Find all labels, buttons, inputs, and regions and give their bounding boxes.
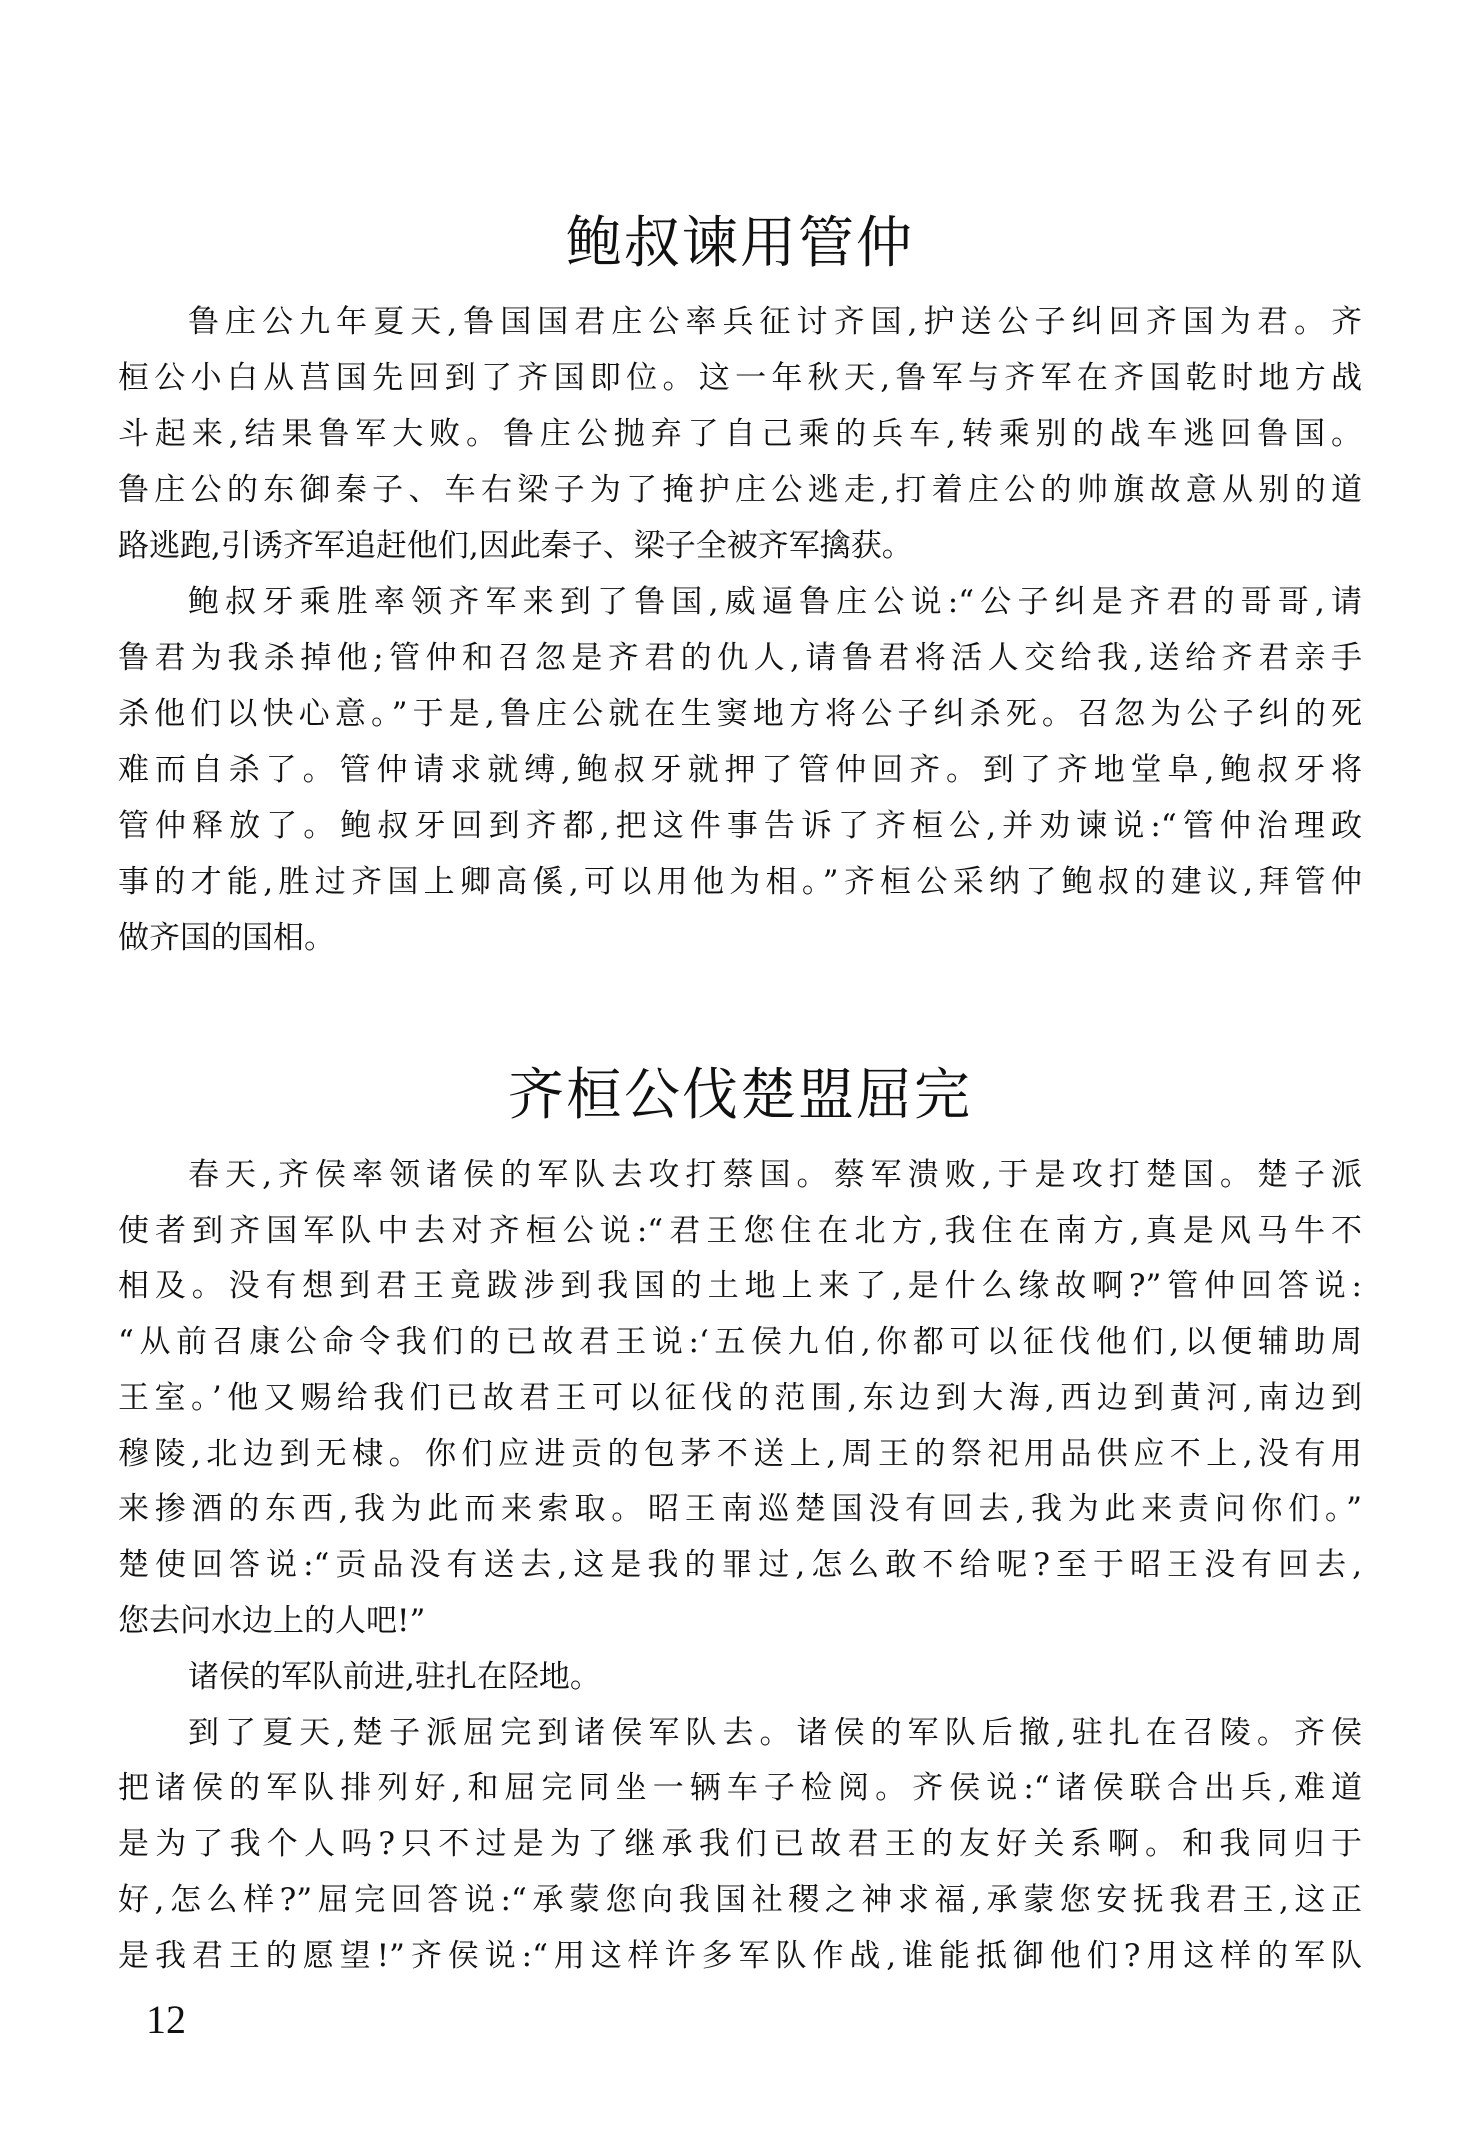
section-2-title: 齐桓公伐楚盟屈完 xyxy=(508,1062,972,1128)
text-line: 路逃跑,引诱齐军追赶他们,因此秦子、梁子全被齐军擒获。 xyxy=(118,528,913,564)
text-line: 难而自杀了。管仲请求就缚,鲍叔牙就押了管仲回齐。到了齐地堂阜,鲍叔牙将 xyxy=(118,752,1362,788)
text-line: 是我君王的愿望!”齐侯说:“用这样许多军队作战,谁能抵御他们?用这样的军队 xyxy=(118,1938,1362,1974)
text-line: 桓公小白从莒国先回到了齐国即位。这一年秋天,鲁军与齐军在齐国乾时地方战 xyxy=(118,360,1362,396)
section-1-title: 鲍叔谏用管仲 xyxy=(566,210,914,276)
text-line: “从前召康公命令我们的已故君王说:‘五侯九伯,你都可以征伐他们,以便辅助周 xyxy=(118,1324,1362,1360)
text-line: 斗起来,结果鲁军大败。鲁庄公抛弃了自己乘的兵车,转乘别的战车逃回鲁国。 xyxy=(118,416,1362,452)
text-line: 穆陵,北边到无棣。你们应进贡的包茅不送上,周王的祭祀用品供应不上,没有用 xyxy=(118,1436,1362,1472)
text-line: 鲁庄公的东御秦子、车右梁子为了掩护庄公逃走,打着庄公的帅旗故意从别的道 xyxy=(118,472,1362,508)
text-line: 事的才能,胜过齐国上卿高傒,可以用他为相。”齐桓公采纳了鲍叔的建议,拜管仲 xyxy=(118,864,1362,900)
text-line: 春天,齐侯率领诸侯的军队去攻打蔡国。蔡军溃败,于是攻打楚国。楚子派 xyxy=(188,1157,1362,1193)
text-line: 来掺酒的东西,我为此而来索取。昭王南巡楚国没有回去,我为此来责问你们。” xyxy=(118,1491,1362,1527)
text-line: 使者到齐国军队中去对齐桓公说:“君王您住在北方,我住在南方,真是风马牛不 xyxy=(118,1213,1362,1249)
text-line: 杀他们以快心意。”于是,鲁庄公就在生窦地方将公子纠杀死。召忽为公子纠的死 xyxy=(118,696,1362,732)
page-number: 12 xyxy=(146,1997,186,2042)
text-line: 是为了我个人吗?只不过是为了继承我们已故君王的友好关系啊。和我同归于 xyxy=(118,1826,1362,1862)
text-line: 鲍叔牙乘胜率领齐军来到了鲁国,威逼鲁庄公说:“公子纠是齐君的哥哥,请 xyxy=(188,584,1362,620)
text-line: 诸侯的军队前进,驻扎在陉地。 xyxy=(188,1659,601,1695)
text-line: 管仲释放了。鲍叔牙回到齐都,把这件事告诉了齐桓公,并劝谏说:“管仲治理政 xyxy=(118,808,1362,844)
text-line: 好,怎么样?”屈完回答说:“承蒙您向我国社稷之神求福,承蒙您安抚我君王,这正 xyxy=(118,1882,1362,1918)
text-line: 您去问水边上的人吧!” xyxy=(118,1603,426,1639)
text-line: 王室。’他又赐给我们已故君王可以征伐的范围,东边到大海,西边到黄河,南边到 xyxy=(118,1380,1362,1416)
text-line: 做齐国的国相。 xyxy=(118,920,335,956)
text-line: 鲁君为我杀掉他;管仲和召忽是齐君的仇人,请鲁君将活人交给我,送给齐君亲手 xyxy=(118,640,1362,676)
text-line: 到了夏天,楚子派屈完到诸侯军队去。诸侯的军队后撤,驻扎在召陵。齐侯 xyxy=(188,1715,1362,1751)
text-line: 相及。没有想到君王竟跋涉到我国的土地上来了,是什么缘故啊?”管仲回答说: xyxy=(118,1268,1362,1304)
text-line: 把诸侯的军队排列好,和屈完同坐一辆车子检阅。齐侯说:“诸侯联合出兵,难道 xyxy=(118,1770,1362,1806)
text-line: 楚使回答说:“贡品没有送去,这是我的罪过,怎么敢不给呢?至于昭王没有回去, xyxy=(118,1547,1362,1583)
text-line: 鲁庄公九年夏天,鲁国国君庄公率兵征讨齐国,护送公子纠回齐国为君。齐 xyxy=(188,304,1362,340)
